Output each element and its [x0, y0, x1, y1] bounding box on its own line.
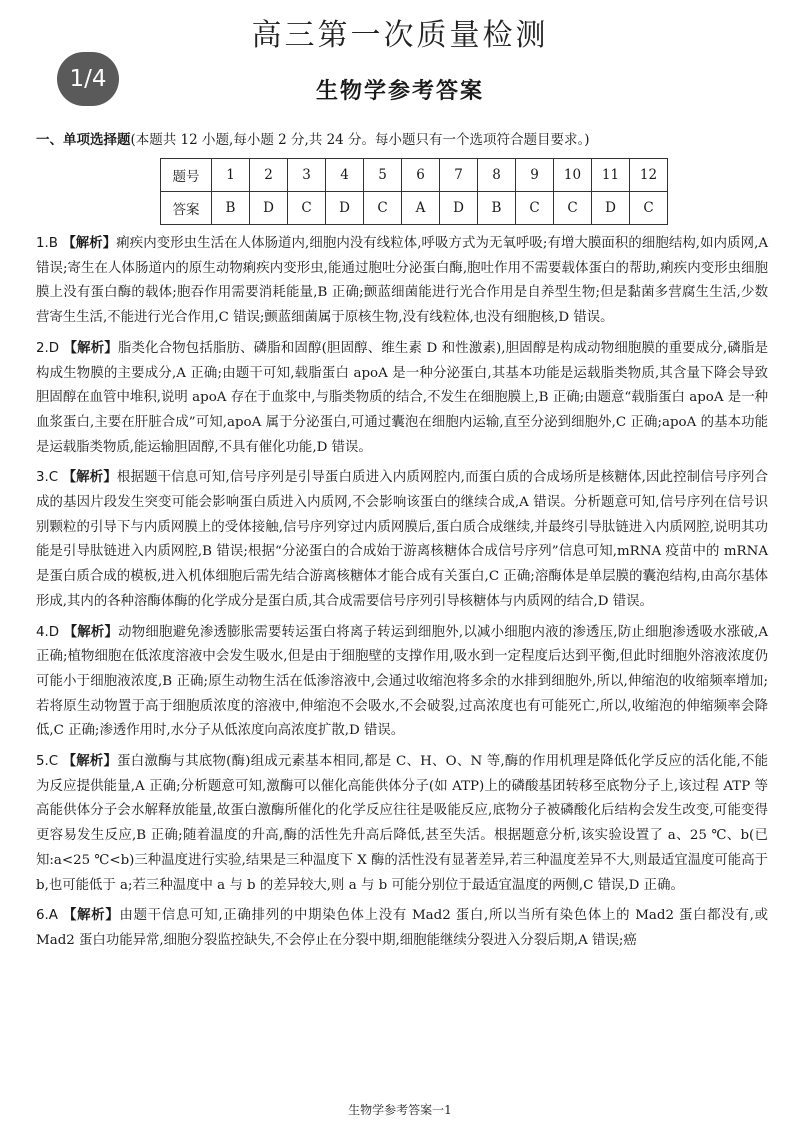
explanation-list [36, 232, 768, 960]
answer-cell: C [364, 192, 402, 225]
explanation-item [36, 621, 768, 745]
explanation-number: 3.C [36, 470, 59, 486]
answer-table-answer-header: 答案 [161, 192, 212, 225]
answer-cell: B [212, 192, 250, 225]
explanation-text: 动物细胞避免渗透膨胀需要转运蛋白将离子转运到细胞外,以减小细胞内液的渗透压,防止细胞渗透吸水涨破,A 正确;植物细胞在低浓度溶液中会发生吸水,但是由于细胞壁的支撑作用,吸水到一定程度后达到平衡,但此时细胞外溶液浓度仍可能小于细胞液浓度,B 正确;原生动物生活在低渗溶液中,会通过收缩泡将多余的水排到细胞外,所以,伸缩泡的收缩频率增加;若将原生动物置于高于细胞质浓度的溶液中,伸缩泡不会吸水,不会破裂,过高浓度也有可能死亡,所以,收缩泡的伸缩频率会降低,C 正确;渗透作用时,水分子从低浓度向高浓度扩散,D 错误。 [36, 624, 769, 739]
answer-table-answer-row [161, 192, 668, 225]
answer-cell: C [516, 192, 554, 225]
explanation-text: 蛋白激酶与其底物(酶)组成元素基本相同,都是 C、H、O、N 等,酶的作用机理是降低化学反应的活化能,不能为反应提供能量,A 正确;分析题意可知,激酶可以催化高能供体分子(如 ATP)上的磷酸基团转移至底物分子上,该过程 ATP 等高能供体分子会水解释放能量,故蛋白激酶所催化的化学反应往往是吸能反应,底物分子被磷酸化后结构会发生改变,可能变得更容易发生反应,B 正确;随着温度的升高,酶的活性先升高后降低,甚至失活。根据题意分析,该实验设置了 a、25 ℃、b(已知:a<25 ℃<b)三种温度进行实验,结果是三种温度下 X 酶的活性没有显著差异,若三种温度差异不大,则最适宜温度可能高于 b,也可能低于 a;若三种温度中 a 与 b 的差异较大,则 a 与 b 可能分别位于最适宜温度的两侧,C 错误,D 正确。 [36, 754, 768, 893]
explanation-tag: 【解析】 [62, 470, 117, 486]
question-number-cell: 1 [212, 159, 250, 192]
answer-cell: C [288, 192, 326, 225]
question-number-cell: 3 [288, 159, 326, 192]
explanation-tag: 【解析】 [62, 236, 117, 251]
question-number-cell: 7 [440, 159, 478, 192]
explanation-item [36, 232, 768, 331]
document-subtitle: 生物学参考答案 [315, 79, 484, 104]
explanation-item [36, 750, 768, 898]
explanation-number: 1.B [36, 236, 58, 251]
question-number-cell: 6 [402, 159, 440, 192]
explanation-item [36, 466, 768, 614]
question-number-cell: 8 [478, 159, 516, 192]
section-heading-label: 一、单项选择题 [36, 132, 131, 148]
question-number-cell: 11 [592, 159, 630, 192]
explanation-tag: 【解析】 [62, 754, 118, 770]
explanation-number: 2.D [36, 340, 60, 356]
question-number-cell: 5 [364, 159, 402, 192]
answer-table [160, 158, 668, 225]
section-note: (本题共 12 小题,每小题 2 分,共 24 分。每小题只有一个选项符合题目要求。) [130, 132, 590, 148]
question-number-cell: 2 [250, 159, 288, 192]
page-footer: 生物学参考答案一1 [348, 1103, 452, 1117]
explanation-text: 由题干信息可知,正确排列的中期染色体上没有 Mad2 蛋白,所以当所有染色体上的 Mad2 蛋白都没有,或 Mad2 蛋白功能异常,细胞分裂监控缺失,不会停止在分裂中期,细胞能继续分裂进入分裂后期,A 错误;癌 [36, 908, 769, 948]
answer-cell: D [440, 192, 478, 225]
answer-cell: D [250, 192, 288, 225]
explanation-tag: 【解析】 [63, 340, 118, 356]
explanation-number: 4.D [36, 624, 60, 640]
explanation-text: 脂类化合物包括脂肪、磷脂和固醇(胆固醇、维生素 D 和性激素),胆固醇是构成动物细胞膜的重要成分,磷脂是构成生物膜的主要成分,A 正确;由题干可知,载脂蛋白 apoA 是一种分泌蛋白,其基本功能是运载脂类物质,其含量下降会导致胆固醇在血管中堆积,说明 apoA 存在于血浆中,与脂类物质的结合,不发生在细胞膜上,B 正确;由题意“载脂蛋白 apoA 是一种血浆蛋白,主要在肝脏合成”可知,apoA 属于分泌蛋白,可通过囊泡在细胞内运输,直至分泌到细胞外,C 正确;apoA 的基本功能是运载脂类物质,能运输胆固醇,不具有催化功能,D 错误。 [36, 340, 768, 455]
page-badge: 1/4 [57, 52, 119, 106]
question-number-cell: 10 [554, 159, 592, 192]
explanation-item [36, 904, 768, 953]
answer-table-number-header: 题号 [161, 159, 212, 192]
explanation-tag: 【解析】 [63, 624, 119, 640]
explanation-item [36, 337, 768, 461]
answer-cell: A [402, 192, 440, 225]
answer-cell: C [630, 192, 668, 225]
answer-table-number-row [161, 159, 668, 192]
explanation-number: 6.A [36, 908, 58, 924]
answer-cell: D [592, 192, 630, 225]
explanation-number: 5.C [36, 754, 59, 770]
explanation-tag: 【解析】 [62, 908, 120, 924]
explanation-text: 痢疾内变形虫生活在人体肠道内,细胞内没有线粒体,呼吸方式为无氧呼吸;有增大膜面积的细胞结构,如内质网,A 错误;寄生在人体肠道内的原生动物痢疾内变形虫,能通过胞吐分泌蛋白酶,胞吐作用不需要载体蛋白的帮助,痢疾内变形虫细胞膜上没有蛋白酶的载体;胞吞作用需要消耗能量,B 正确;颤蓝细菌能进行光合作用是自养型生物;但是黏菌多营腐生生活,少数营寄生生活,不能进行光合作用,C 错误;颤蓝细菌属于原核生物,没有线粒体,也没有细胞核,D 错误。 [36, 236, 768, 326]
question-number-cell: 12 [630, 159, 668, 192]
answer-cell: B [478, 192, 516, 225]
section-heading [36, 128, 786, 148]
explanation-text: 根据题干信息可知,信号序列是引导蛋白质进入内质网腔内,而蛋白质的合成场所是核糖体,因此控制信号序列合成的基因片段发生突变可能会影响蛋白质进入内质网,不会影响该蛋白的继续合成,A 错误。分析题意可知,信号序列在信号识别颗粒的引导下与内质网膜上的受体接触,信号序列穿过内质网膜后,蛋白质合成继续,并最终引导肽链进入内质网腔,说明其功能是引导肽链进入内质网腔,B 错误;根据“分泌蛋白的合成始于游离核糖体合成信号序列”信息可知,mRNA 疫苗中的 mRNA 是蛋白质合成的模板,进入机体细胞后需先结合游离核糖体才能合成有关蛋白,C 正确;溶酶体是单层膜的囊泡结构,由高尔基体形成,其内的各种溶酶体酶的化学成分是蛋白质,其合成需要信号序列引导核糖体与内质网的结合,D 错误。 [36, 470, 768, 609]
question-number-cell: 9 [516, 159, 554, 192]
question-number-cell: 4 [326, 159, 364, 192]
document-title: 高三第一次质量检测 [251, 18, 549, 53]
answer-cell: D [326, 192, 364, 225]
answer-cell: C [554, 192, 592, 225]
